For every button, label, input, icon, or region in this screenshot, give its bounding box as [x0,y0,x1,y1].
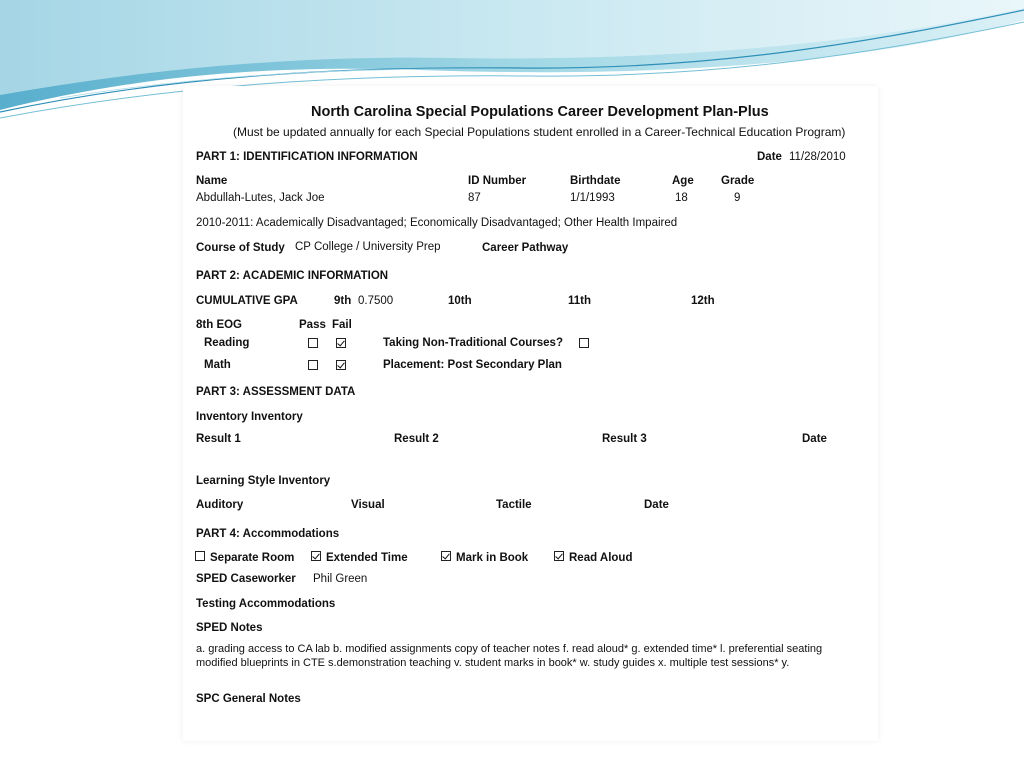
result3-label: Result 3 [602,433,647,445]
id-value: 87 [468,192,481,204]
learning-style-label: Learning Style Inventory [196,475,331,487]
placement-label: Placement: Post Secondary Plan [383,359,562,371]
mark-in-book-checkbox[interactable] [441,551,451,561]
auditory-label: Auditory [196,499,244,511]
math-pass-checkbox[interactable] [308,360,318,370]
sped-notes-label: SPED Notes [196,622,263,634]
part4-heading: PART 4: Accommodations [196,528,340,540]
grade9-label: 9th [334,295,352,307]
separate-room-label: Separate Room [210,552,295,564]
grade10-label: 10th [448,295,472,307]
grade12-label: 12th [691,295,715,307]
read-aloud-label: Read Aloud [569,552,633,564]
date-value: 11/28/2010 [789,151,846,163]
fail-label: Fail [332,319,352,331]
testing-accommodations-label: Testing Accommodations [196,598,336,610]
pass-label: Pass [299,319,326,331]
caseworker-label: SPED Caseworker [196,573,296,585]
status-line: 2010-2011: Academically Disadvantaged; Economically Disadvantaged; Other Health Impaired [196,217,678,229]
eog-label: 8th EOG [196,319,243,331]
grade-value: 9 [734,192,741,204]
mark-in-book-label: Mark in Book [456,552,529,564]
result1-label: Result 1 [196,433,241,445]
reading-fail-checkbox[interactable] [336,338,346,348]
part1-heading: PART 1: IDENTIFICATION INFORMATION [196,151,418,163]
course-value: CP College / University Prep [295,241,441,253]
name-value: Abdullah-Lutes, Jack Joe [196,192,325,204]
extended-time-checkbox[interactable] [311,551,321,561]
grade11-label: 11th [568,295,592,307]
separate-room-checkbox[interactable] [195,551,205,561]
grade9-value: 0.7500 [358,295,394,307]
result2-label: Result 2 [394,433,439,445]
part2-heading: PART 2: ACADEMIC INFORMATION [196,270,389,282]
form-subtitle: (Must be updated annually for each Special Populations student enrolled in a Career-Technical Education Program) [233,125,846,139]
age-label: Age [672,175,694,187]
spc-general-notes-label: SPC General Notes [196,693,301,705]
birthdate-label: Birthdate [570,175,621,187]
tactile-label: Tactile [496,499,532,511]
date-label: Date [757,151,782,163]
age-value: 18 [675,192,688,204]
grade-label: Grade [721,175,755,187]
learning-date-label: Date [644,499,669,511]
nontraditional-label: Taking Non-Traditional Courses? [383,337,563,349]
reading-pass-checkbox[interactable] [308,338,318,348]
math-fail-checkbox[interactable] [336,360,346,370]
course-label: Course of Study [196,242,285,254]
reading-label: Reading [204,337,250,349]
result-date-label: Date [802,433,827,445]
extended-time-label: Extended Time [326,552,408,564]
sped-notes-text: a. grading access to CA lab b. modified assignments copy of teacher notes f. read aloud* g. extended time* l. preferential seating modified blueprints in CTE s.demonstration teaching v. student marks in book* w. study guides x. multiple test sessions* y. [196,643,823,669]
gpa-label: CUMULATIVE GPA [196,295,298,307]
inventory-label: Inventory Inventory [196,411,303,423]
caseworker-value: Phil Green [313,573,368,585]
pathway-label: Career Pathway [482,242,569,254]
part3-heading: PART 3: ASSESSMENT DATA [196,386,356,398]
nontraditional-checkbox[interactable] [579,338,589,348]
form-page [183,86,878,741]
form-title: North Carolina Special Populations Career Development Plan-Plus [311,104,769,120]
visual-label: Visual [351,499,385,511]
name-label: Name [196,175,228,187]
birthdate-value: 1/1/1993 [570,192,615,204]
read-aloud-checkbox[interactable] [554,551,564,561]
math-label: Math [204,359,231,371]
id-label: ID Number [468,175,527,187]
